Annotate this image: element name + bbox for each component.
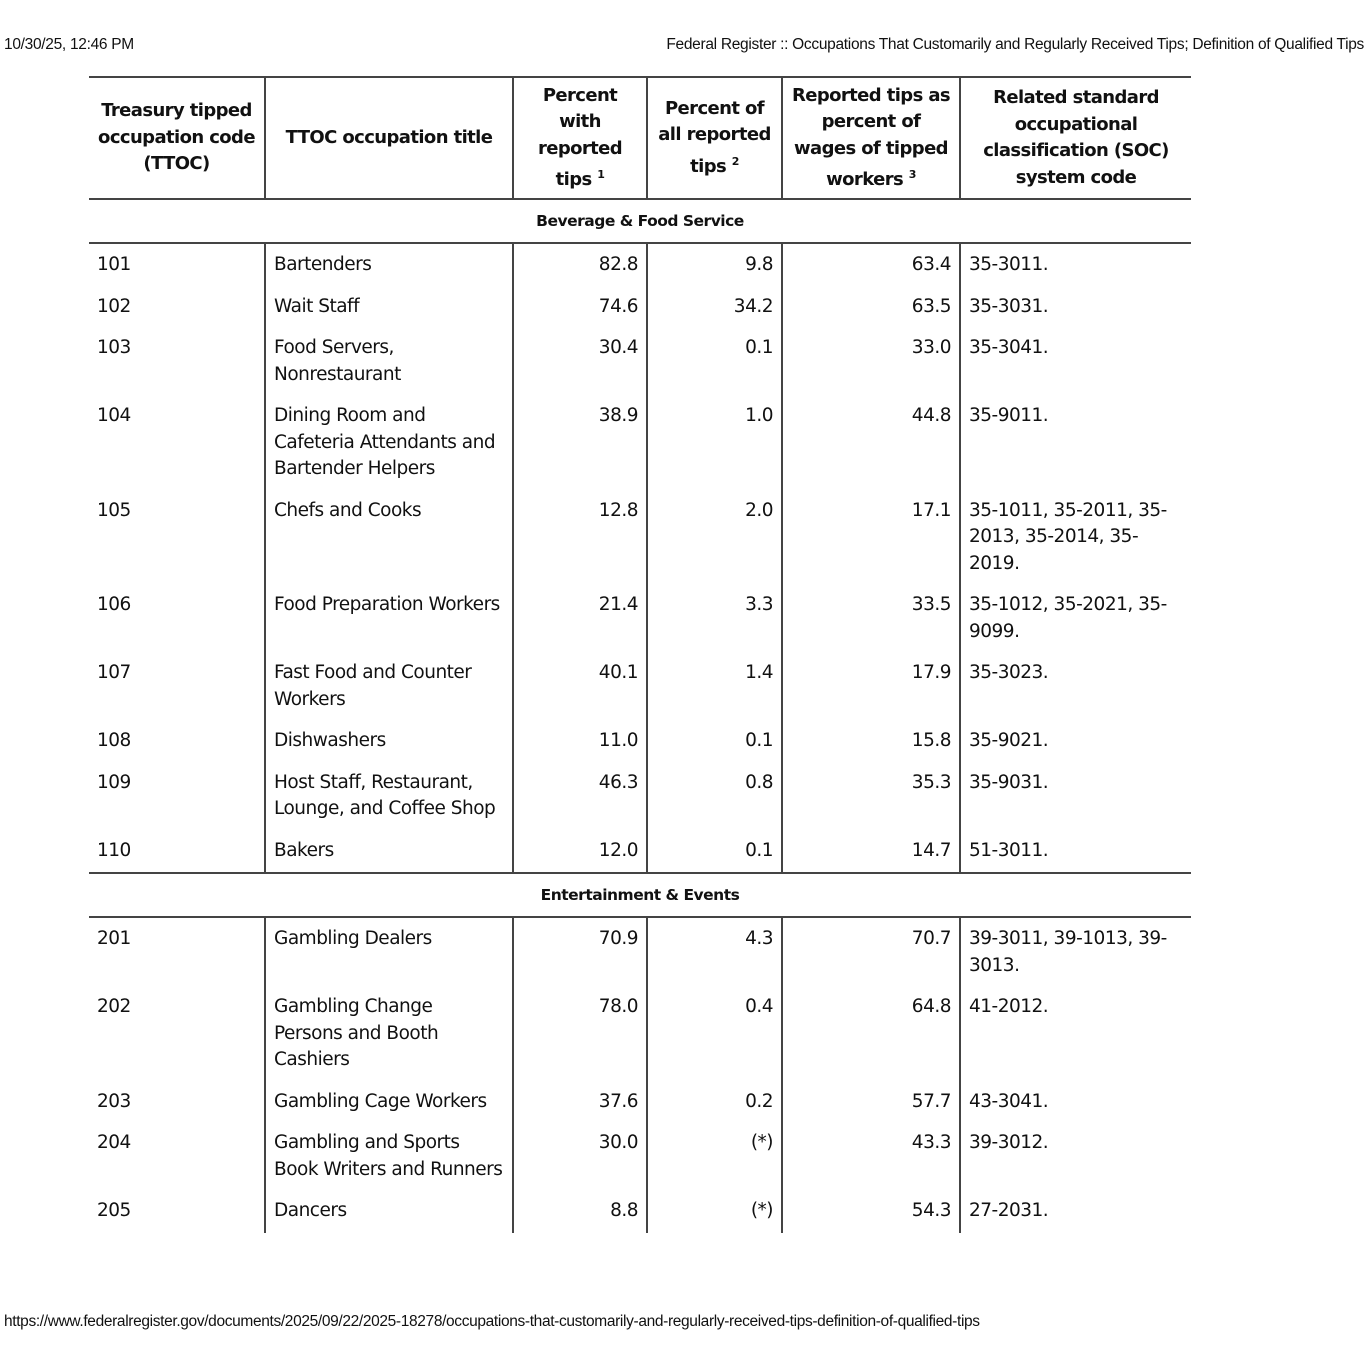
soc-code-cell: 39-3012. (960, 1122, 1191, 1190)
footnote-marker: 3 (908, 168, 916, 181)
tips-percent-wages-cell: 17.9 (782, 652, 960, 720)
soc-code-cell: 35-3041. (960, 327, 1191, 395)
ttoc-code-cell: 204 (97, 1132, 131, 1153)
soc-code-cell: 35-3023. (960, 652, 1191, 720)
percent-all-tips-cell: (*) (647, 1190, 782, 1233)
soc-code-cell: 41-2012. (960, 986, 1191, 1081)
ttoc-code-cell: 110 (97, 839, 131, 861)
table-row (89, 720, 1191, 762)
print-datetime: 10/30/25, 12:46 PM (4, 36, 134, 53)
occupation-title-cell: Gambling and Sports Book Writers and Runners (265, 1122, 513, 1190)
tips-percent-wages-cell: 54.3 (782, 1190, 960, 1233)
ttoc-code-cell: 108 (97, 730, 131, 751)
occupation-title-cell: Gambling Cage Workers (265, 1081, 513, 1123)
ttoc-code-cell: 101 (97, 254, 131, 275)
percent-with-tips-cell: 78.0 (513, 986, 647, 1081)
percent-all-tips-cell: 0.1 (647, 720, 782, 762)
occupation-title-cell: Bartenders (265, 243, 513, 286)
soc-code-cell: 51-3011. (960, 830, 1191, 874)
tips-percent-wages-cell: 33.5 (782, 584, 960, 652)
print-header (4, 36, 1364, 56)
tips-percent-wages-cell: 44.8 (782, 395, 960, 490)
header-row (89, 77, 1191, 199)
percent-all-tips-cell: 1.0 (647, 395, 782, 490)
footnote-marker: 2 (731, 154, 739, 168)
ttoc-code-cell: 203 (97, 1090, 131, 1112)
soc-code-cell: 43-3041. (960, 1081, 1191, 1123)
ttoc-code-cell: 109 (97, 771, 131, 793)
section-header-row (89, 199, 1191, 243)
percent-with-tips-cell: 74.6 (513, 286, 647, 328)
header-tips-percent-wages: Reported tips as percent of wages of tipped workers $^3$ (782, 77, 960, 199)
ttoc-code-cell: 201 (97, 928, 131, 949)
print-page-title: Federal Register :: Occupations That Customarily and Regularly Received Tips; Definition of Qualified Tips (666, 36, 1364, 53)
tipped-occupations-table (89, 76, 1191, 1233)
tips-percent-wages-cell: 64.8 (782, 986, 960, 1081)
table-row (89, 762, 1191, 830)
percent-all-tips-cell: 0.8 (647, 762, 782, 830)
occupation-title-cell: Chefs and Cooks (265, 490, 513, 585)
percent-all-tips-cell: 0.4 (647, 986, 782, 1081)
percent-with-tips-cell: 70.9 (513, 917, 647, 986)
tips-percent-wages-cell: 15.8 (782, 720, 960, 762)
percent-with-tips-cell: 37.6 (513, 1081, 647, 1123)
ttoc-code-cell: 202 (97, 996, 131, 1017)
soc-code-cell: 35-1012, 35-2021, 35-9099. (960, 584, 1191, 652)
occupation-title-cell: Fast Food and Counter Workers (265, 652, 513, 720)
table-row (89, 830, 1191, 874)
occupation-title-cell: Wait Staff (265, 286, 513, 328)
occupation-title-cell: Bakers (265, 830, 513, 874)
ttoc-code-cell: 105 (97, 499, 131, 521)
percent-all-tips-cell: (*) (647, 1122, 782, 1190)
header-soc-code: Related standard occupational classification (SOC) system code (960, 77, 1191, 199)
header-ttoc-code: Treasury tipped occupation code (TTOC) (89, 77, 265, 199)
percent-all-tips-cell: 9.8 (647, 243, 782, 286)
tips-percent-wages-cell: 33.0 (782, 327, 960, 395)
soc-code-cell: 35-1011, 35-2011, 35-2013, 35-2014, 35-2019. (960, 490, 1191, 585)
table-row (89, 243, 1191, 286)
table-body (89, 199, 1191, 1233)
percent-all-tips-cell: 2.0 (647, 490, 782, 585)
occupation-title-cell: Dishwashers (265, 720, 513, 762)
table-row (89, 917, 1191, 986)
occupation-title-cell: Gambling Change Persons and Booth Cashiers (265, 986, 513, 1081)
occupation-title-cell: Dancers (265, 1190, 513, 1233)
percent-all-tips-cell: 0.1 (647, 830, 782, 874)
percent-with-tips-cell: 38.9 (513, 395, 647, 490)
soc-code-cell: 39-3011, 39-1013, 39-3013. (960, 917, 1191, 986)
percent-with-tips-cell: 30.4 (513, 327, 647, 395)
percent-with-tips-cell: 12.8 (513, 490, 647, 585)
ttoc-code-cell: 103 (97, 337, 131, 358)
section-title: Beverage & Food Service (89, 199, 1191, 243)
soc-code-cell: 35-3031. (960, 286, 1191, 328)
percent-with-tips-cell: 12.0 (513, 830, 647, 874)
percent-all-tips-cell: 0.2 (647, 1081, 782, 1123)
percent-with-tips-cell: 46.3 (513, 762, 647, 830)
soc-code-cell: 35-9031. (960, 762, 1191, 830)
tips-percent-wages-cell: 63.4 (782, 243, 960, 286)
percent-with-tips-cell: 8.8 (513, 1190, 647, 1233)
section-header-row (89, 873, 1191, 917)
table-row (89, 584, 1191, 652)
soc-code-cell: 35-9021. (960, 720, 1191, 762)
tips-percent-wages-cell: 63.5 (782, 286, 960, 328)
soc-code-cell: 35-9011. (960, 395, 1191, 490)
soc-code-cell: 35-3011. (960, 243, 1191, 286)
percent-all-tips-cell: 4.3 (647, 917, 782, 986)
percent-with-tips-cell: 30.0 (513, 1122, 647, 1190)
percent-with-tips-cell: 21.4 (513, 584, 647, 652)
occupation-title-cell: Food Preparation Workers (265, 584, 513, 652)
table-row (89, 1081, 1191, 1123)
table-row (89, 395, 1191, 490)
percent-with-tips-cell: 11.0 (513, 720, 647, 762)
print-footer-url: https://www.federalregister.gov/documents/2025/09/22/2025-18278/occupations-that-customarily-and-regularly-received-tips-definition-of-qualified-tips (4, 1313, 980, 1330)
ttoc-code-cell: 106 (97, 594, 131, 615)
ttoc-code-cell: 102 (97, 295, 131, 317)
occupation-title-cell: Food Servers, Nonrestaurant (265, 327, 513, 395)
tips-percent-wages-cell: 14.7 (782, 830, 960, 874)
tips-percent-wages-cell: 43.3 (782, 1122, 960, 1190)
occupation-title-cell: Dining Room and Cafeteria Attendants and Bartender Helpers (265, 395, 513, 490)
table-row (89, 1190, 1191, 1233)
tips-percent-wages-cell: 57.7 (782, 1081, 960, 1123)
percent-all-tips-cell: 1.4 (647, 652, 782, 720)
table-row (89, 1122, 1191, 1190)
occupation-title-cell: Host Staff, Restaurant, Lounge, and Coffee Shop (265, 762, 513, 830)
section-title: Entertainment & Events (89, 873, 1191, 917)
ttoc-code-cell: 205 (97, 1200, 131, 1221)
table-row (89, 652, 1191, 720)
table-row (89, 327, 1191, 395)
footnote-marker: 1 (597, 168, 605, 181)
table-row (89, 490, 1191, 585)
tips-percent-wages-cell: 70.7 (782, 917, 960, 986)
table-row (89, 986, 1191, 1081)
occupation-title-cell: Gambling Dealers (265, 917, 513, 986)
percent-with-tips-cell: 40.1 (513, 652, 647, 720)
percent-all-tips-cell: 0.1 (647, 327, 782, 395)
percent-all-tips-cell: 34.2 (647, 286, 782, 328)
header-ttoc-title: TTOC occupation title (265, 77, 513, 199)
percent-all-tips-cell: 3.3 (647, 584, 782, 652)
ttoc-code-cell: 107 (97, 662, 131, 683)
percent-with-tips-cell: 82.8 (513, 243, 647, 286)
tips-percent-wages-cell: 35.3 (782, 762, 960, 830)
header-percent-all-tips: Percent of all reported tips $^2$ (647, 77, 782, 199)
soc-code-cell: 27-2031. (960, 1190, 1191, 1233)
header-percent-with-tips: Percent with reported tips $^1$ (513, 77, 647, 199)
tips-percent-wages-cell: 17.1 (782, 490, 960, 585)
table-row (89, 286, 1191, 328)
ttoc-code-cell: 104 (97, 405, 131, 426)
